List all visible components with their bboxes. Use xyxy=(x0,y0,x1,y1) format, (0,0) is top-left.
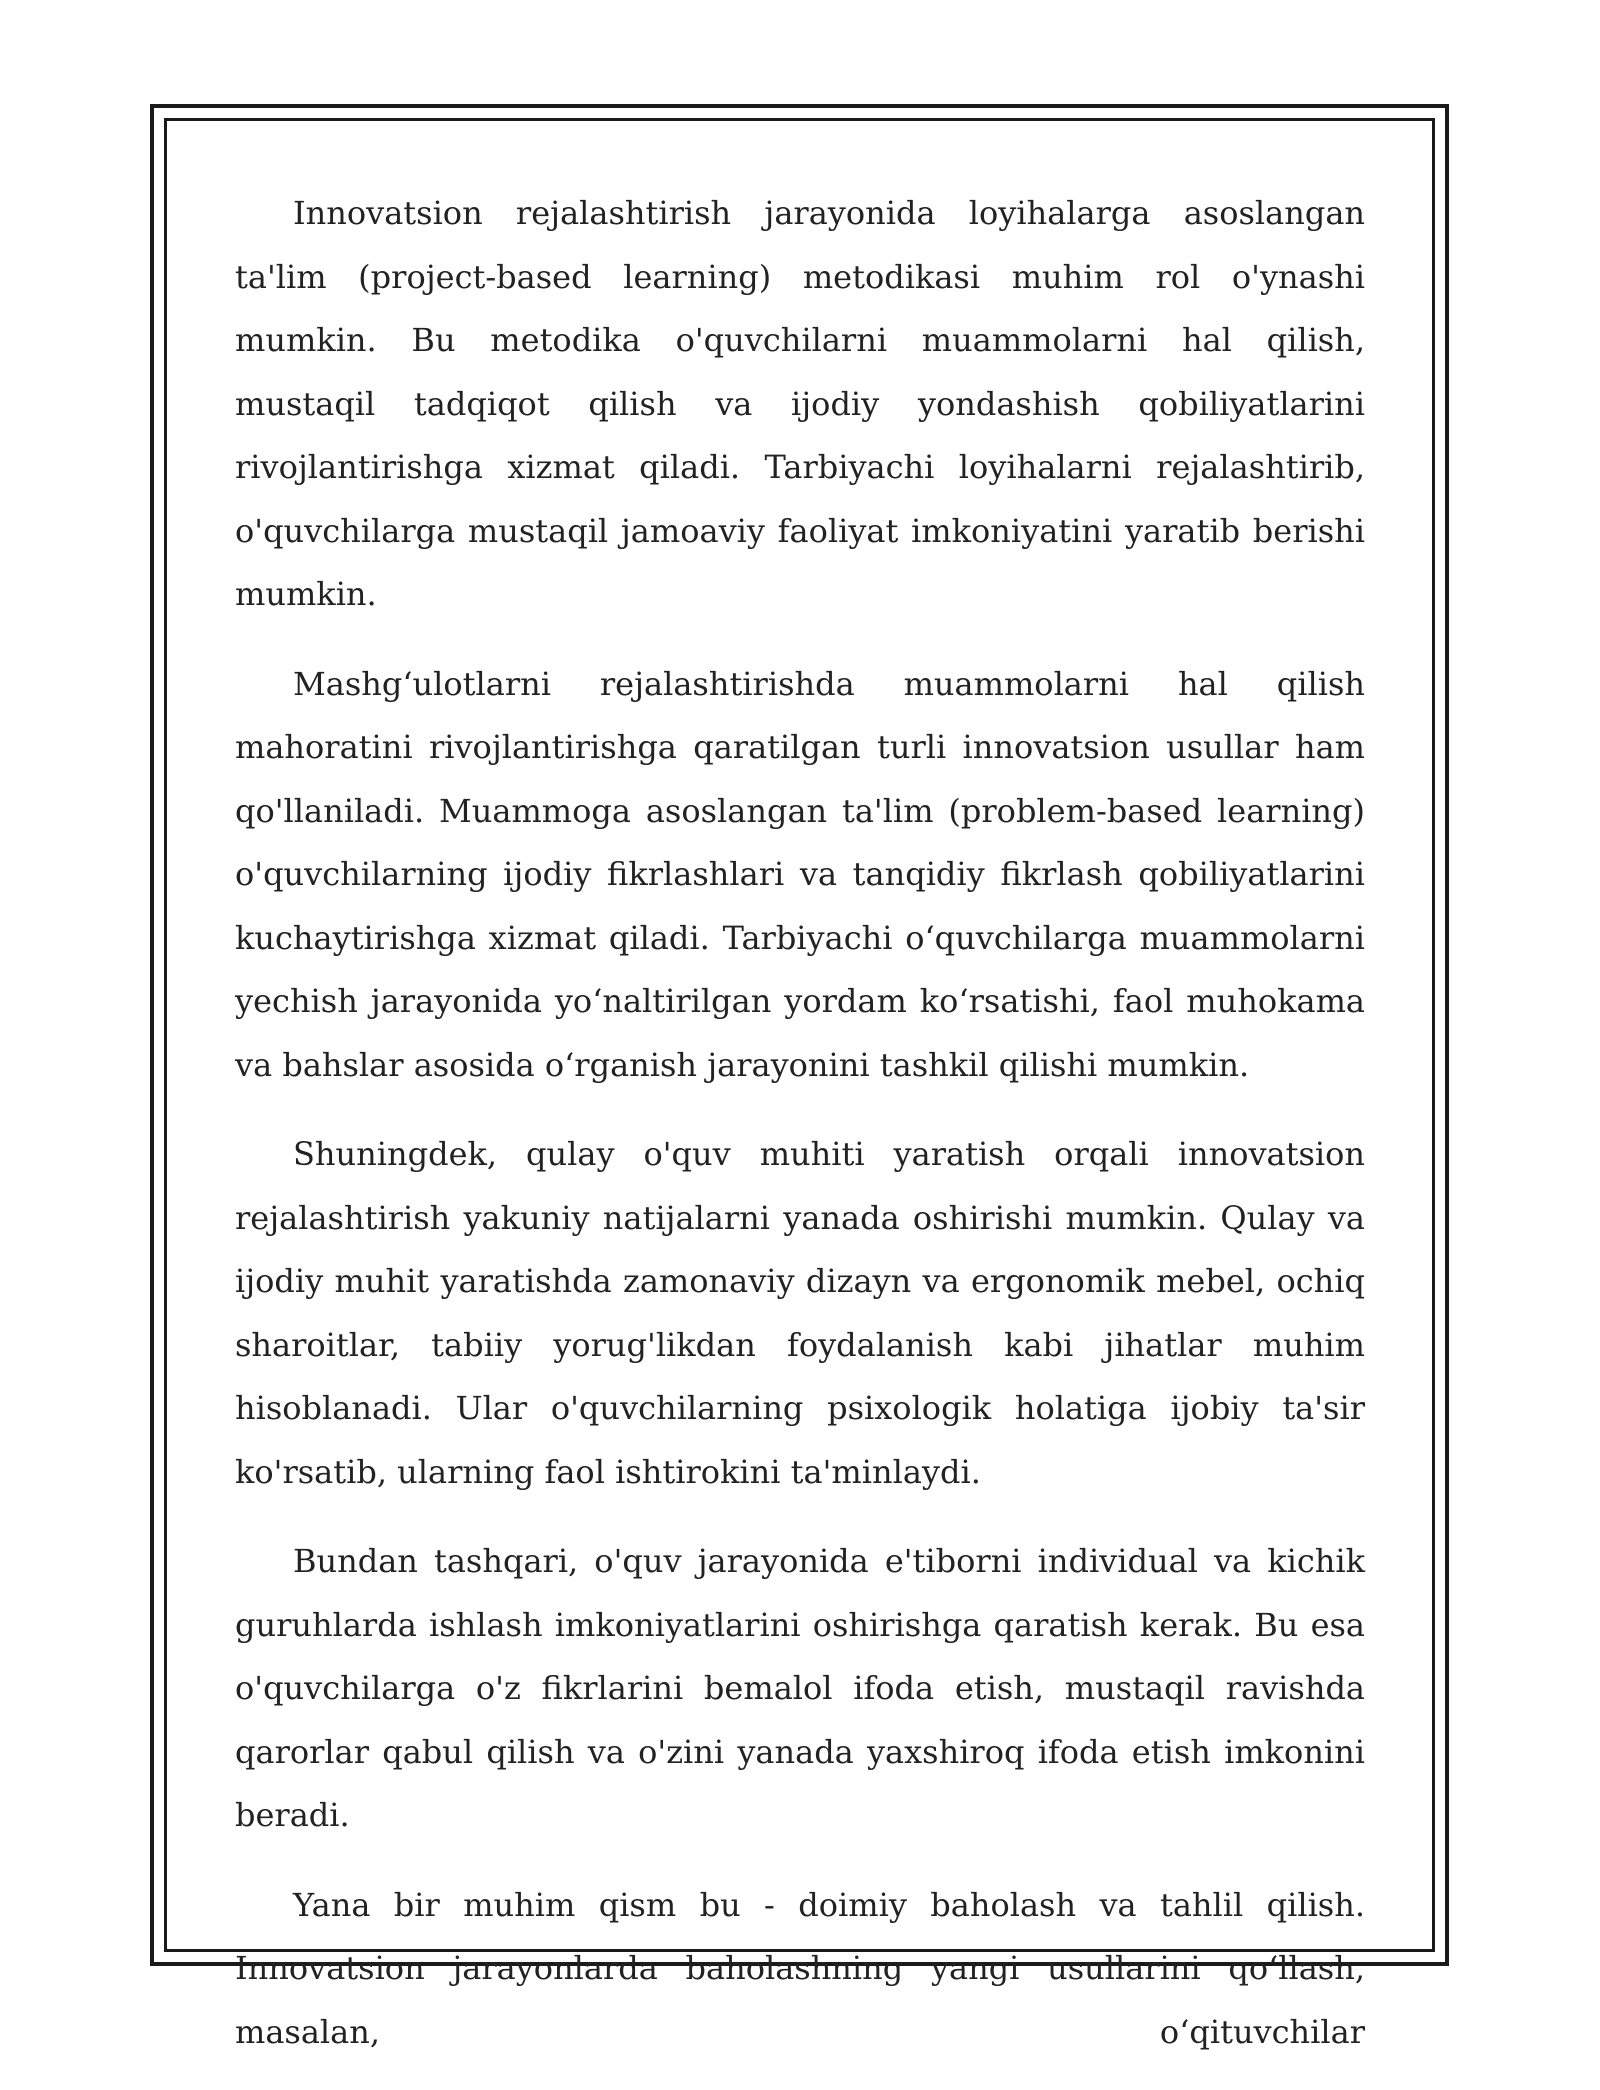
paragraph-2: Mashg‘ulotlarni rejalashtirishda muammolarni hal qilish mahoratini rivojlantirishga qaratilgan turli innovatsion usullar ham qo'llaniladi. Muammoga asoslangan ta'lim (problem-based learning) o'quvchilarning ijodiy fikrlashlari va tanqidiy fikrlash qobiliyatlarini kuchaytirishga xizmat qiladi. Tarbiyachi o‘quvchilarga muammolarni yechish jarayonida yo‘naltirilgan yordam ko‘rsatishi, faol muhokama va bahslar asosida o‘rganish jarayonini tashkil qilishi mumkin. xyxy=(235,664,1365,1084)
paragraph-4: Bundan tashqari, o'quv jarayonida e'tiborni individual va kichik guruhlarda ishlash imkoniyatlarini oshirishga qaratish kerak. Bu esa o'quvchilarga o'z fikrlarini bemalol ifoda etish, mustaqil ravishda qarorlar qabul qilish va o'zini yanada yaxshiroq ifoda etish imkonini beradi. xyxy=(235,1542,1365,1834)
paragraph-1: Innovatsion rejalashtirish jarayonida loyihalarga asoslangan ta'lim (project-based learning) metodikasi muhim rol o'ynashi mumkin. Bu metodika o'quvchilarni muammolarni hal qilish, mustaqil tadqiqot qilish va ijodiy yondashish qobiliyatlarini rivojlantirishga xizmat qiladi. Tarbiyachi loyihalarni rejalashtirib, o'quvchilarga mustaqil jamoaviy faoliyat imkoniyatini yaratib berishi mumkin. xyxy=(235,194,1365,613)
document-body xyxy=(235,182,1365,2090)
paragraph-5: Yana bir muhim qism bu - doimiy baholash va tahlil qilish. Innovatsion jarayonlarda baholashning yangi usullarini qo‘llash, masalan, o‘qituvchilar xyxy=(235,1885,1365,2051)
paragraph-3: Shuningdek, qulay o'quv muhiti yaratish orqali innovatsion rejalashtirish yakuniy natijalarni yanada oshirishi mumkin. Qulay va ijodiy muhit yaratishda zamonaviy dizayn va ergonomik mebel, ochiq sharoitlar, tabiiy yorug'likdan foydalanish kabi jihatlar muhim hisoblanadi. Ular o'quvchilarning psixologik holatiga ijobiy ta'sir ko'rsatib, ularning faol ishtirokini ta'minlaydi. xyxy=(235,1135,1365,1491)
